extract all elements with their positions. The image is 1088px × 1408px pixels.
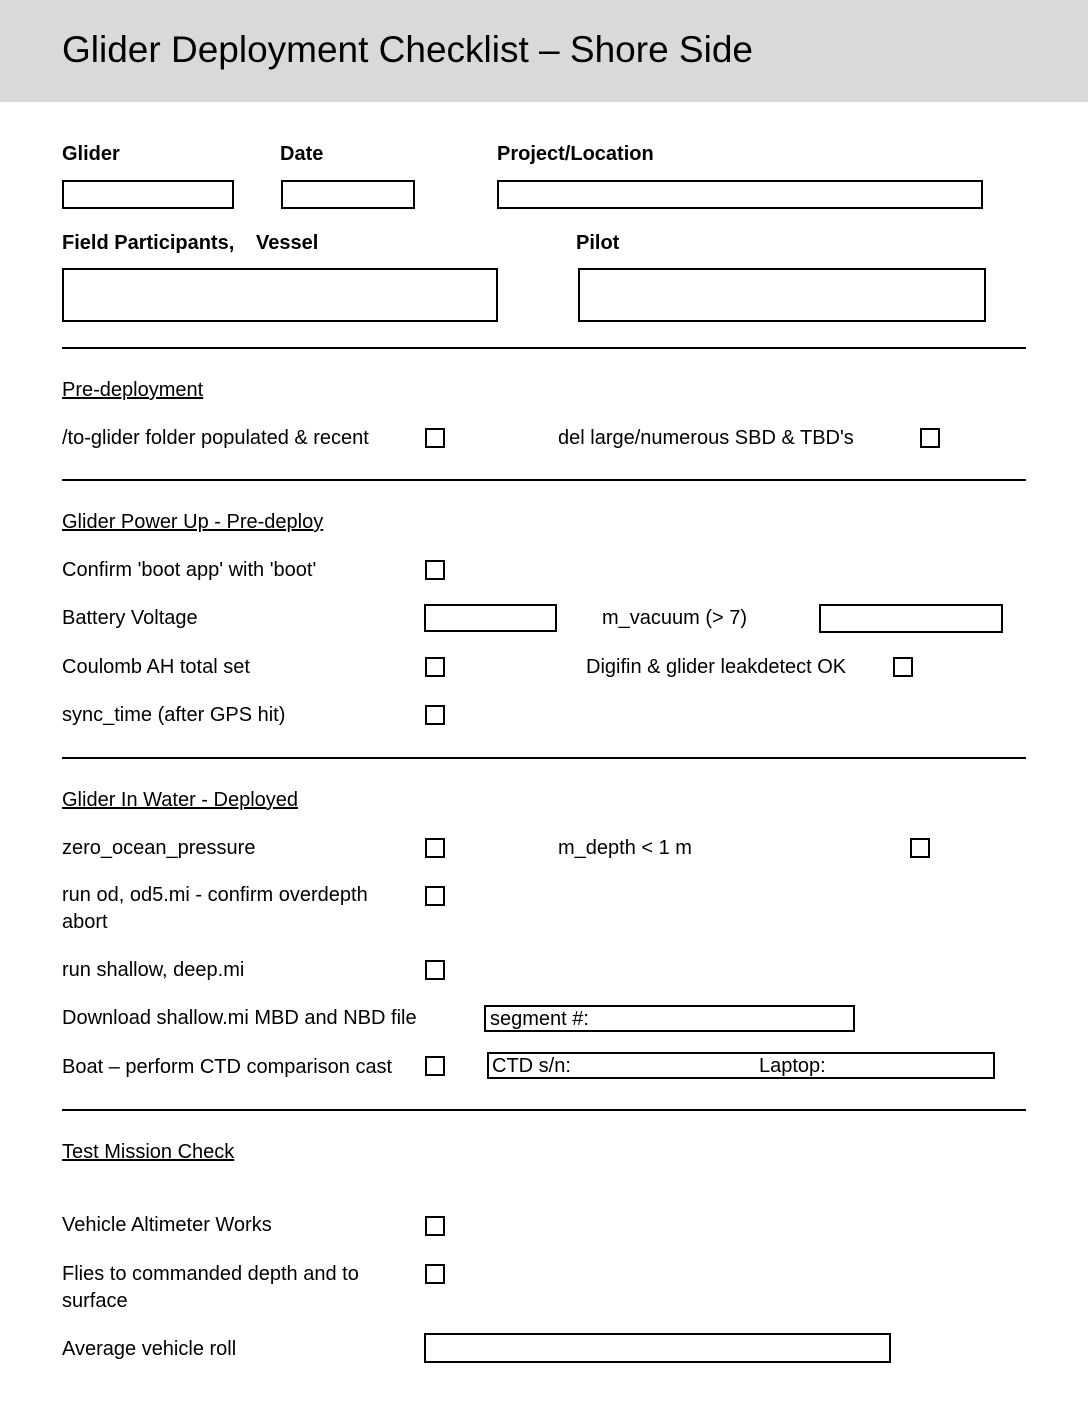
power-up-heading: Glider Power Up - Pre-deploy [62, 511, 324, 533]
to-glider-folder-checkbox[interactable] [425, 428, 445, 448]
laptop-label: Laptop: [759, 1055, 826, 1077]
run-shallow-checkbox[interactable] [425, 960, 445, 980]
date-label: Date [280, 143, 324, 165]
glider-field[interactable] [62, 180, 234, 209]
run-od-checkbox[interactable] [425, 886, 445, 906]
participants-vessel-field[interactable] [62, 268, 498, 322]
m-vacuum-field[interactable] [819, 604, 1003, 633]
pilot-field[interactable] [578, 268, 986, 322]
in-water-heading: Glider In Water - Deployed [62, 789, 299, 811]
sync-time-label: sync_time (after GPS hit) [62, 704, 286, 726]
m-depth-checkbox[interactable] [910, 838, 930, 858]
run-od-label: run od, od5.mi - confirm overdepth abort [62, 884, 368, 933]
ctd-cast-label: Boat – perform CTD comparison cast [62, 1056, 393, 1078]
field-participants-label: Field Participants, [62, 232, 235, 254]
project-location-field[interactable] [497, 180, 983, 209]
glider-label: Glider [62, 143, 120, 165]
m-depth-label: m_depth < 1 m [558, 837, 692, 859]
coulomb-label: Coulomb AH total set [62, 656, 250, 678]
section-divider [62, 479, 1026, 481]
altimeter-label: Vehicle Altimeter Works [62, 1214, 272, 1236]
zero-ocean-pressure-label: zero_ocean_pressure [62, 837, 256, 859]
altimeter-checkbox[interactable] [425, 1216, 445, 1236]
ctd-laptop-field[interactable] [487, 1052, 995, 1079]
average-roll-label: Average vehicle roll [62, 1338, 237, 1360]
pilot-label: Pilot [576, 232, 620, 254]
project-location-label: Project/Location [497, 143, 654, 165]
ctd-sn-label: CTD s/n: [492, 1055, 571, 1077]
run-shallow-label: run shallow, deep.mi [62, 959, 245, 981]
ctd-cast-checkbox[interactable] [425, 1056, 445, 1076]
battery-voltage-label: Battery Voltage [62, 607, 198, 629]
leakdetect-label: Digifin & glider leakdetect OK [586, 656, 847, 678]
zero-ocean-pressure-checkbox[interactable] [425, 838, 445, 858]
flies-to-depth-label: Flies to commanded depth and to surface [62, 1263, 359, 1312]
segment-label: segment #: [490, 1008, 589, 1030]
section-divider [62, 757, 1026, 759]
battery-voltage-field[interactable] [424, 604, 557, 632]
section-divider [62, 347, 1026, 349]
del-large-label: del large/numerous SBD & TBD's [558, 427, 854, 449]
test-mission-heading: Test Mission Check [62, 1141, 235, 1163]
vessel-label: Vessel [256, 232, 319, 254]
coulomb-checkbox[interactable] [425, 657, 445, 677]
section-divider [62, 1109, 1026, 1111]
leakdetect-checkbox[interactable] [893, 657, 913, 677]
del-large-checkbox[interactable] [920, 428, 940, 448]
average-roll-field[interactable] [424, 1333, 891, 1363]
pre-deployment-heading: Pre-deployment [62, 379, 204, 401]
confirm-boot-checkbox[interactable] [425, 560, 445, 580]
flies-to-depth-checkbox[interactable] [425, 1264, 445, 1284]
sync-time-checkbox[interactable] [425, 705, 445, 725]
m-vacuum-label: m_vacuum (> 7) [602, 607, 748, 629]
segment-field[interactable] [484, 1005, 855, 1032]
download-shallow-label: Download shallow.mi MBD and NBD file [62, 1007, 417, 1029]
page-title: Glider Deployment Checklist – Shore Side [62, 29, 753, 70]
date-field[interactable] [281, 180, 415, 209]
to-glider-folder-label: /to-glider folder populated & recent [62, 427, 369, 449]
confirm-boot-label: Confirm 'boot app' with 'boot' [62, 559, 317, 581]
